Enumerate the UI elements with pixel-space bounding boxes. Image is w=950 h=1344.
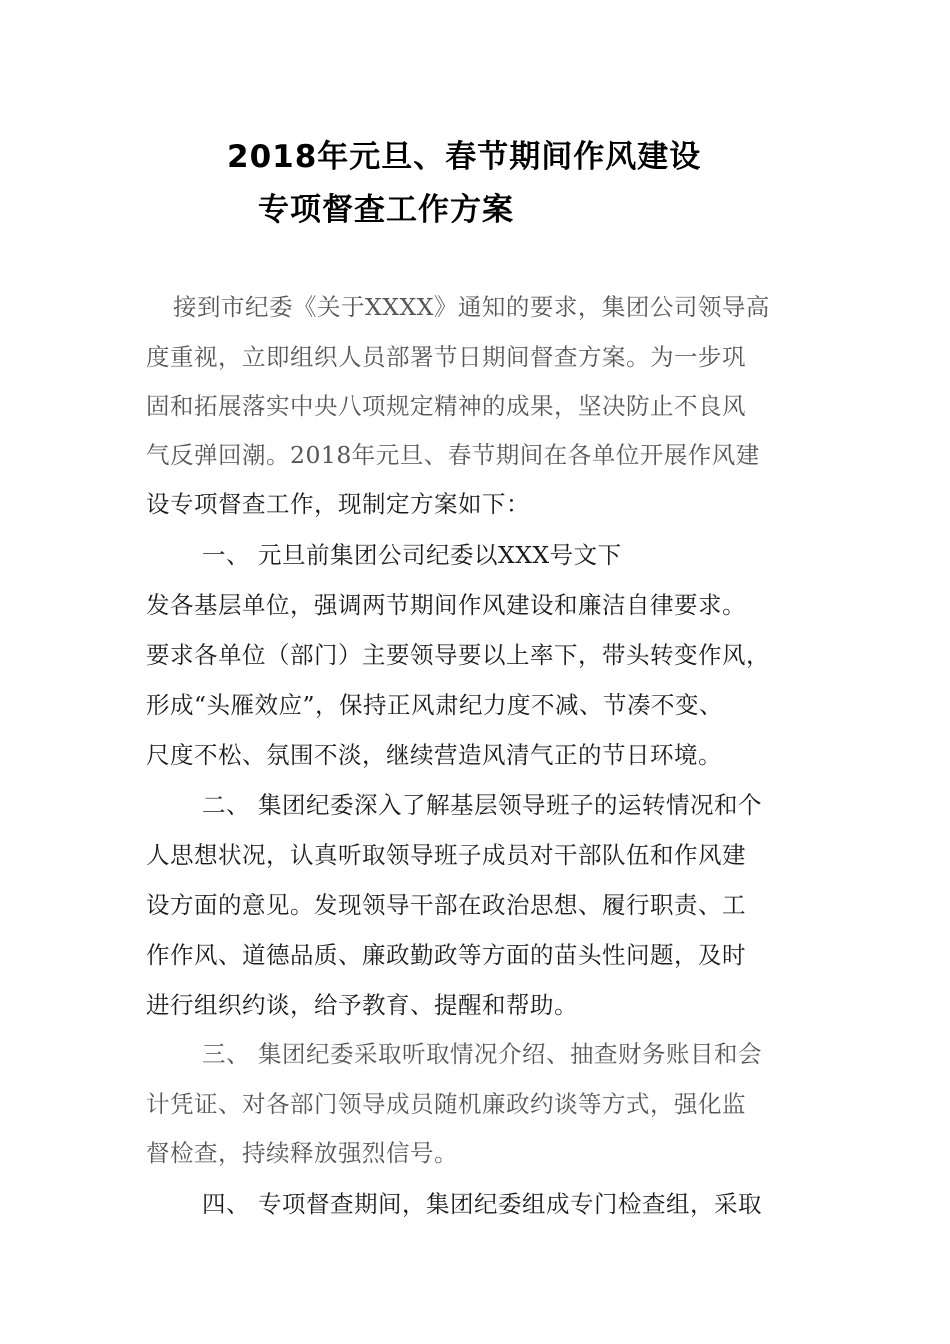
body-line: 人思想状况，认真听取领导班子成员对干部队伍和作风建 (146, 841, 746, 869)
body-line: 要求各单位（部门）主要领导要以上率下，带头转变作风， (146, 641, 770, 669)
body-line: 接到市纪委《关于XXXX》通知的要求，集团公司领导高 (173, 293, 770, 321)
document-title-line-2: 专项督查工作方案 (258, 192, 514, 228)
body-line: 督检查，持续释放强烈信号。 (146, 1139, 458, 1167)
body-line: 固和拓展落实中央八项规定精神的成果，坚决防止不良风 (146, 392, 746, 420)
section-4-heading-line: 四、 专项督查期间，集团纪委组成专门检查组，采取 (202, 1190, 762, 1218)
body-line: 作作风、道德品质、廉政勤政等方面的苗头性问题，及时 (146, 941, 746, 969)
body-line: 发各基层单位，强调两节期间作风建设和廉洁自律要求。 (146, 591, 746, 619)
body-line: 设方面的意见。发现领导干部在政治思想、履行职责、工 (146, 891, 746, 919)
section-3-heading-line: 三、 集团纪委采取听取情况介绍、抽查财务账目和会 (202, 1040, 762, 1068)
body-line: 度重视，立即组织人员部署节日期间督查方案。为一步巩 (146, 343, 746, 371)
body-line: 形成“头雁效应”，保持正风肃纪力度不减、节凑不变、 (146, 691, 724, 719)
body-line: 气反弹回潮。2018年元旦、春节期间在各单位开展作风建 (146, 441, 760, 469)
body-line: 尺度不松、氛围不淡，继续营造风清气正的节日环境。 (146, 741, 722, 769)
body-line: 设专项督查工作，现制定方案如下： (146, 490, 530, 518)
section-1-heading-line: 一、 元旦前集团公司纪委以XXX号文下 (202, 541, 622, 569)
body-line: 计凭证、对各部门领导成员随机廉政约谈等方式，强化监 (146, 1090, 746, 1118)
section-2-heading-line: 二、 集团纪委深入了解基层领导班子的运转情况和个 (202, 791, 762, 819)
body-line: 进行组织约谈，给予教育、提醒和帮助。 (146, 991, 578, 1019)
document-title-line-1: 2018年元旦、春节期间作风建设 (227, 139, 702, 175)
